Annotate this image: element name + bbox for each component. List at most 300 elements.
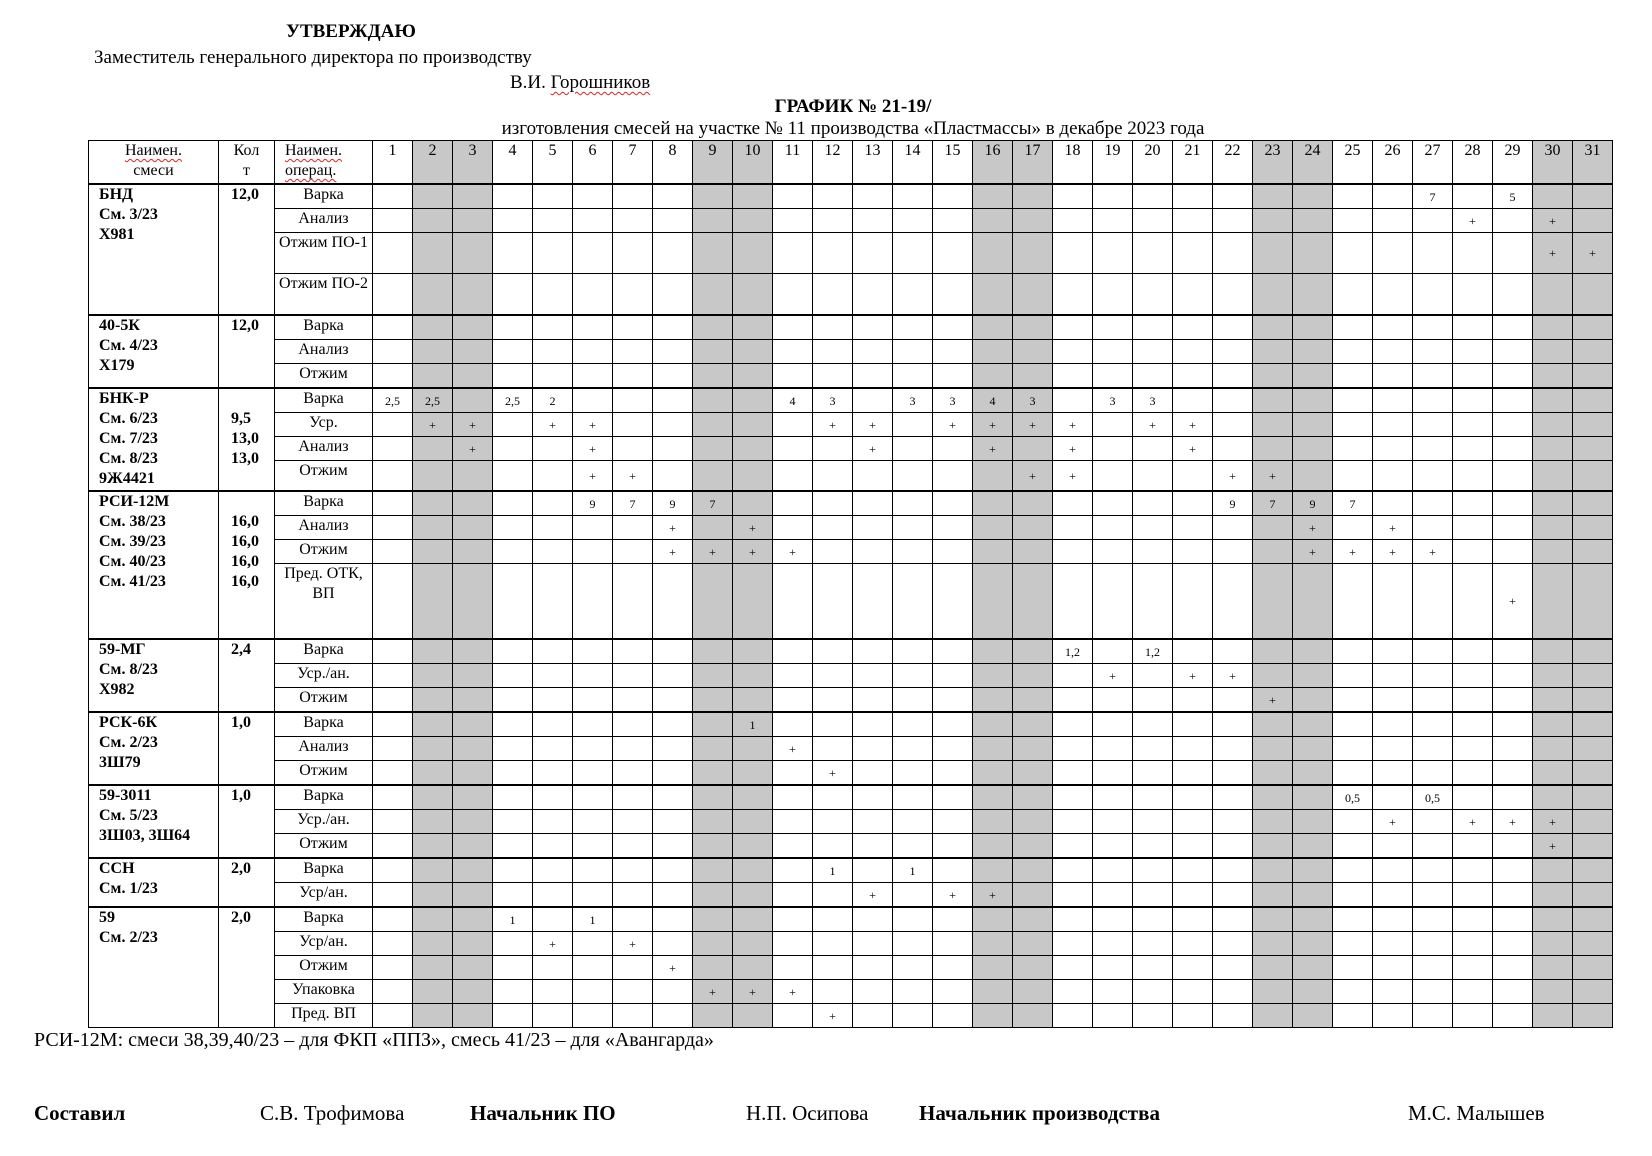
day-cell: +: [533, 413, 573, 437]
day-cell: [573, 540, 613, 564]
operation-row: [89, 413, 1613, 437]
day-cell: [613, 315, 653, 340]
day-cell: [573, 932, 613, 956]
day-cell: [893, 664, 933, 688]
day-cell: +: [813, 1004, 853, 1028]
day-cell: [413, 956, 453, 980]
operation-name: Отжим: [275, 834, 373, 859]
day-cell: [1053, 233, 1093, 274]
day-cell: [1453, 664, 1493, 688]
day-cell: [1133, 907, 1173, 932]
quantity-line: 16,0: [231, 573, 259, 590]
operation-row: [89, 491, 1613, 516]
day-cell: [933, 364, 973, 389]
day-cell: +: [773, 980, 813, 1004]
day-cell: [893, 712, 933, 737]
day-cell: [453, 274, 493, 316]
operation-name: Отжим ПО-2: [275, 274, 373, 316]
day-cell: [773, 639, 813, 664]
day-cell: [1453, 980, 1493, 1004]
day-cell: [733, 1004, 773, 1028]
day-cell: [1253, 1004, 1293, 1028]
day-header: 12: [813, 141, 853, 185]
day-cell: [1093, 980, 1133, 1004]
day-cell: [1573, 274, 1613, 316]
day-cell: [1573, 883, 1613, 908]
day-cell: [733, 209, 773, 233]
day-cell: [1533, 664, 1573, 688]
day-cell: [533, 712, 573, 737]
table-header-row: [89, 141, 1613, 185]
day-cell: [1253, 437, 1293, 461]
day-cell: [973, 540, 1013, 564]
day-cell: [453, 540, 493, 564]
day-cell: [1493, 956, 1533, 980]
day-cell: [1493, 639, 1533, 664]
day-cell: [533, 516, 573, 540]
day-cell: [493, 184, 533, 209]
day-cell: [1413, 980, 1453, 1004]
day-cell: [573, 737, 613, 761]
day-cell: [1053, 883, 1093, 908]
day-cell: [493, 834, 533, 859]
day-cell: [413, 209, 453, 233]
day-cell: [533, 956, 573, 980]
day-cell: [493, 956, 533, 980]
day-cell: [1093, 1004, 1133, 1028]
day-cell: [413, 364, 453, 389]
day-cell: [533, 233, 573, 274]
day-cell: [1013, 564, 1053, 640]
day-cell: [1413, 712, 1453, 737]
day-cell: [1173, 810, 1213, 834]
day-cell: [1573, 785, 1613, 810]
day-cell: [1533, 737, 1573, 761]
day-cell: [453, 564, 493, 640]
day-cell: [413, 883, 453, 908]
day-cell: [1133, 883, 1173, 908]
day-cell: [1253, 209, 1293, 233]
day-cell: [693, 688, 733, 713]
day-cell: +: [1453, 810, 1493, 834]
day-cell: [373, 785, 413, 810]
day-cell: [813, 516, 853, 540]
day-cell: [1093, 688, 1133, 713]
day-cell: [773, 516, 813, 540]
operation-row: [89, 461, 1613, 492]
day-cell: [1013, 858, 1053, 883]
day-cell: [773, 761, 813, 786]
day-cell: [813, 834, 853, 859]
day-cell: [1253, 340, 1293, 364]
mix-name-cell: [89, 907, 219, 1028]
day-cell: [1253, 413, 1293, 437]
day-cell: [573, 639, 613, 664]
day-cell: [1333, 340, 1373, 364]
day-cell: [453, 209, 493, 233]
day-cell: [973, 980, 1013, 1004]
day-cell: [1413, 340, 1453, 364]
day-cell: [1013, 688, 1053, 713]
day-header: 7: [613, 141, 653, 185]
day-cell: +: [573, 413, 613, 437]
day-cell: [1053, 907, 1093, 932]
day-cell: [1373, 315, 1413, 340]
day-cell: [853, 233, 893, 274]
day-cell: [1293, 315, 1333, 340]
day-cell: [893, 516, 933, 540]
day-cell: [1213, 184, 1253, 209]
day-cell: 2: [533, 388, 573, 413]
day-cell: +: [1493, 810, 1533, 834]
day-cell: [1413, 364, 1453, 389]
day-cell: [1213, 1004, 1253, 1028]
day-cell: [373, 688, 413, 713]
day-cell: +: [533, 932, 573, 956]
operation-row: [89, 364, 1613, 389]
day-cell: [1373, 785, 1413, 810]
day-cell: [653, 364, 693, 389]
day-cell: [1133, 810, 1173, 834]
day-cell: +: [1293, 540, 1333, 564]
day-cell: +: [813, 761, 853, 786]
day-cell: [613, 834, 653, 859]
day-cell: [773, 491, 813, 516]
day-cell: [733, 810, 773, 834]
day-cell: [653, 858, 693, 883]
day-cell: [853, 737, 893, 761]
mix-name-cell: [89, 712, 219, 785]
day-cell: [1333, 184, 1373, 209]
day-cell: [773, 932, 813, 956]
day-cell: [893, 209, 933, 233]
day-cell: [573, 564, 613, 640]
day-cell: [373, 315, 413, 340]
day-cell: [1333, 388, 1373, 413]
day-cell: [773, 564, 813, 640]
day-cell: [653, 461, 693, 492]
day-cell: [1293, 184, 1333, 209]
day-cell: [1573, 540, 1613, 564]
day-cell: [1173, 688, 1213, 713]
day-header: 8: [653, 141, 693, 185]
day-cell: [693, 315, 733, 340]
day-cell: [1293, 907, 1333, 932]
day-cell: +: [1533, 834, 1573, 859]
operation-name: Варка: [275, 388, 373, 413]
day-header: 9: [693, 141, 733, 185]
day-cell: [1213, 233, 1253, 274]
day-header: 15: [933, 141, 973, 185]
day-cell: 0,5: [1413, 785, 1453, 810]
day-cell: [773, 907, 813, 932]
day-header: 16: [973, 141, 1013, 185]
day-cell: [1013, 761, 1053, 786]
day-cell: [1533, 956, 1573, 980]
day-cell: [853, 712, 893, 737]
day-cell: [493, 540, 533, 564]
day-cell: [653, 810, 693, 834]
day-cell: [1013, 340, 1053, 364]
day-cell: [1013, 712, 1053, 737]
day-cell: [573, 340, 613, 364]
day-cell: [1333, 209, 1373, 233]
day-cell: [413, 785, 453, 810]
day-cell: [533, 737, 573, 761]
day-cell: [1213, 315, 1253, 340]
day-cell: [853, 664, 893, 688]
day-cell: [1333, 688, 1373, 713]
day-cell: [1213, 956, 1253, 980]
day-cell: [533, 980, 573, 1004]
day-cell: [933, 907, 973, 932]
day-cell: [1213, 639, 1253, 664]
day-cell: [493, 274, 533, 316]
day-cell: [1493, 491, 1533, 516]
day-cell: [693, 437, 733, 461]
day-cell: [613, 956, 653, 980]
day-cell: [373, 340, 413, 364]
operation-name: Анализ: [275, 437, 373, 461]
operation-row: [89, 274, 1613, 316]
day-header: 18: [1053, 141, 1093, 185]
document-title: ГРАФИК № 21-19/: [774, 96, 932, 117]
day-cell: +: [1173, 437, 1213, 461]
day-cell: [813, 956, 853, 980]
day-cell: [453, 461, 493, 492]
day-cell: [1093, 785, 1133, 810]
day-cell: [1413, 834, 1453, 859]
day-cell: +: [1413, 540, 1453, 564]
day-cell: [773, 834, 813, 859]
day-cell: [1413, 737, 1453, 761]
day-cell: [1493, 712, 1533, 737]
day-cell: +: [1053, 461, 1093, 492]
day-cell: [1293, 712, 1333, 737]
day-cell: [613, 1004, 653, 1028]
operation-name: Уср./ан.: [275, 810, 373, 834]
day-cell: [893, 785, 933, 810]
day-cell: [1253, 639, 1293, 664]
day-cell: [733, 737, 773, 761]
day-cell: +: [813, 413, 853, 437]
day-cell: [693, 932, 733, 956]
day-cell: [1533, 437, 1573, 461]
day-cell: [1053, 209, 1093, 233]
day-cell: 3: [1013, 388, 1053, 413]
day-cell: [573, 315, 613, 340]
day-cell: [933, 858, 973, 883]
day-cell: [733, 315, 773, 340]
day-header: 22: [1213, 141, 1253, 185]
day-cell: [1213, 712, 1253, 737]
day-cell: [653, 664, 693, 688]
mix-name-line: См. 5/23: [99, 807, 158, 824]
day-cell: +: [1533, 810, 1573, 834]
day-cell: [733, 461, 773, 492]
day-header: 23: [1253, 141, 1293, 185]
day-cell: [1213, 858, 1253, 883]
operation-name: Анализ: [275, 209, 373, 233]
day-cell: [1453, 364, 1493, 389]
day-cell: [1013, 932, 1053, 956]
approver-surname: Горошников: [550, 72, 651, 93]
day-cell: [1453, 907, 1493, 932]
day-cell: [1173, 491, 1213, 516]
day-cell: [1093, 340, 1133, 364]
day-cell: [1333, 1004, 1373, 1028]
day-cell: [413, 315, 453, 340]
day-cell: [933, 810, 973, 834]
day-cell: [573, 785, 613, 810]
day-cell: [773, 209, 813, 233]
mix-name-line: РСИ-12М: [99, 493, 170, 510]
day-cell: [1413, 810, 1453, 834]
day-cell: [733, 340, 773, 364]
day-cell: [1213, 932, 1253, 956]
day-cell: [613, 388, 653, 413]
day-cell: [573, 883, 613, 908]
day-cell: [1533, 1004, 1573, 1028]
day-cell: [373, 209, 413, 233]
day-cell: [493, 315, 533, 340]
day-header: 31: [1573, 141, 1613, 185]
day-cell: [733, 956, 773, 980]
mix-name-line: 59: [99, 909, 115, 926]
day-cell: [653, 413, 693, 437]
day-cell: [1173, 1004, 1213, 1028]
day-cell: [893, 540, 933, 564]
day-cell: [1413, 883, 1453, 908]
day-cell: [733, 274, 773, 316]
day-cell: [1453, 688, 1493, 713]
day-cell: [813, 664, 853, 688]
day-cell: [1213, 274, 1253, 316]
day-cell: [693, 388, 733, 413]
mix-name-line: См. 41/23: [99, 573, 166, 590]
day-cell: [1253, 274, 1293, 316]
day-cell: [1373, 664, 1413, 688]
day-cell: [1573, 413, 1613, 437]
mix-name-line: См. 2/23: [99, 734, 158, 751]
day-cell: [1413, 858, 1453, 883]
day-cell: [773, 858, 813, 883]
day-cell: [933, 184, 973, 209]
day-cell: [813, 980, 853, 1004]
day-cell: [1333, 883, 1373, 908]
day-cell: [1093, 516, 1133, 540]
operation-row: [89, 540, 1613, 564]
day-cell: [1453, 516, 1493, 540]
day-cell: [1253, 907, 1293, 932]
document-subtitle: изготовления смесей на участке № 11 производства «Пластмассы» в декабре 2023 года: [501, 118, 1205, 139]
day-cell: [1453, 491, 1493, 516]
day-cell: [1493, 388, 1533, 413]
day-cell: [1133, 932, 1173, 956]
day-cell: [1573, 932, 1613, 956]
mix-name-line: ССН: [99, 860, 135, 877]
day-cell: [373, 883, 413, 908]
day-cell: [1253, 712, 1293, 737]
day-cell: [853, 1004, 893, 1028]
day-cell: [1533, 516, 1573, 540]
day-cell: [693, 761, 733, 786]
day-cell: [613, 737, 653, 761]
mix-name-line: 3Ш03, 3Ш64: [99, 827, 191, 844]
day-cell: [1373, 932, 1413, 956]
day-header: 14: [893, 141, 933, 185]
day-header: 5: [533, 141, 573, 185]
day-cell: [533, 785, 573, 810]
day-cell: [653, 761, 693, 786]
mix-name-line: 3Ш79: [99, 754, 141, 771]
mix-name-line: Х179: [99, 357, 135, 374]
day-cell: [653, 907, 693, 932]
day-cell: [493, 461, 533, 492]
day-cell: [973, 639, 1013, 664]
day-cell: +: [1173, 413, 1213, 437]
day-cell: [773, 1004, 813, 1028]
day-cell: [1093, 315, 1133, 340]
day-cell: [1213, 761, 1253, 786]
day-cell: [413, 491, 453, 516]
day-cell: [933, 688, 973, 713]
day-cell: [1253, 761, 1293, 786]
day-cell: 9: [573, 491, 613, 516]
quantity-cell: [219, 712, 275, 785]
day-cell: +: [1053, 413, 1093, 437]
day-cell: [453, 932, 493, 956]
mix-name-line: См. 40/23: [99, 553, 166, 570]
day-cell: [1213, 413, 1253, 437]
day-cell: [413, 184, 453, 209]
day-cell: [693, 907, 733, 932]
day-cell: [1573, 1004, 1613, 1028]
approve-heading: УТВЕРЖДАЮ: [286, 21, 416, 42]
day-cell: [933, 274, 973, 316]
day-cell: [453, 340, 493, 364]
day-cell: [733, 364, 773, 389]
day-cell: [1453, 858, 1493, 883]
operation-name: Уср.: [275, 413, 373, 437]
day-cell: [1093, 274, 1133, 316]
day-cell: [573, 516, 613, 540]
day-cell: [973, 564, 1013, 640]
day-cell: [1133, 737, 1173, 761]
day-cell: [1373, 980, 1413, 1004]
day-cell: [573, 712, 613, 737]
day-cell: [1373, 364, 1413, 389]
day-cell: [1133, 980, 1173, 1004]
quantity-cell: [219, 184, 275, 315]
day-cell: [533, 437, 573, 461]
day-cell: [1333, 712, 1373, 737]
day-cell: [1133, 461, 1173, 492]
day-cell: [1333, 932, 1373, 956]
day-cell: [853, 956, 893, 980]
day-cell: [1213, 834, 1253, 859]
day-cell: [733, 858, 773, 883]
day-cell: [493, 209, 533, 233]
day-cell: [773, 413, 813, 437]
mix-name-line: 59-3011: [99, 787, 152, 804]
day-cell: [1013, 364, 1053, 389]
day-cell: [1573, 461, 1613, 492]
day-cell: [1373, 274, 1413, 316]
day-cell: [1013, 785, 1053, 810]
quantity-line: 13,0: [231, 430, 259, 447]
day-cell: [693, 209, 733, 233]
